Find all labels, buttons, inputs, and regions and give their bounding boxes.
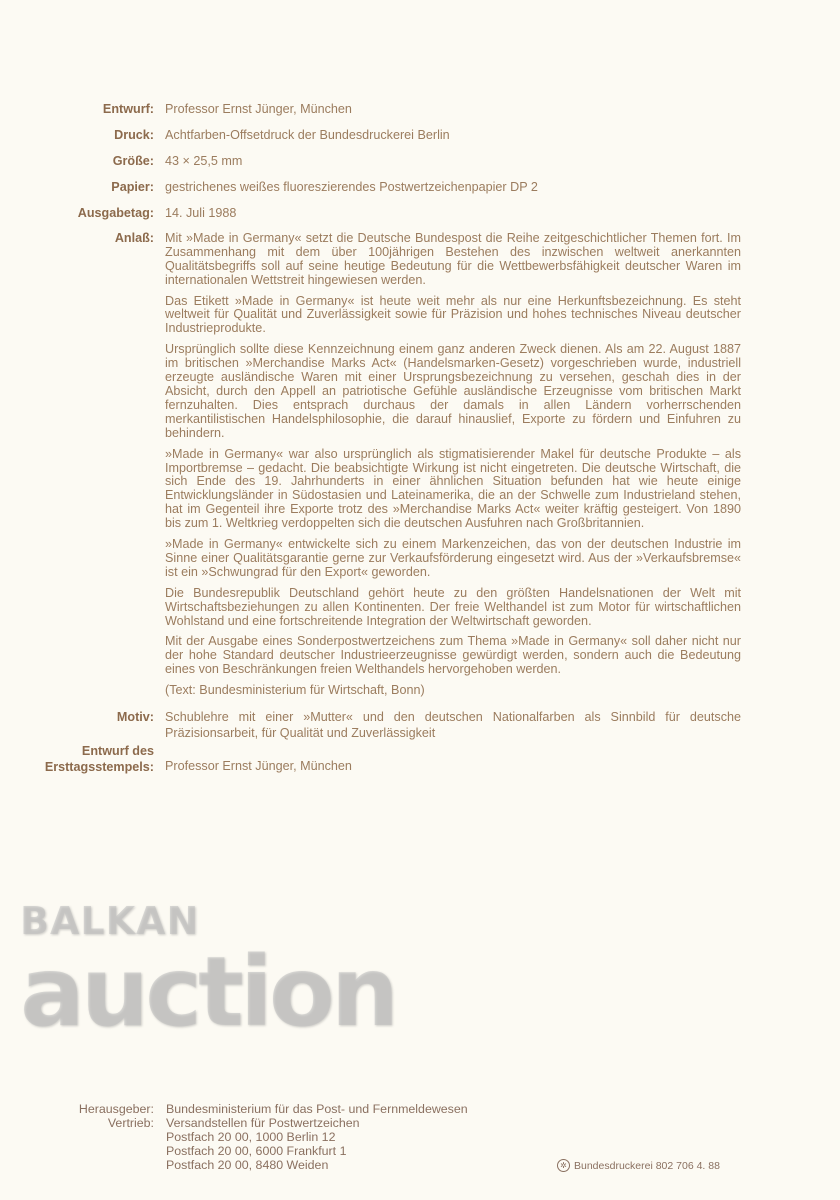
herausgeber-value: Bundesministerium für das Post- und Fernmeldewesen (166, 1102, 468, 1116)
field-label: Druck: (114, 127, 154, 142)
printer-imprint (557, 1159, 720, 1172)
paragraph: (Text: Bundesministerium für Wirtschaft, Bonn) (165, 683, 425, 698)
vertrieb-line: Postfach 20 00, 8480 Weiden (166, 1158, 329, 1172)
field-motiv (0, 710, 840, 741)
field-value: Professor Ernst Jünger, München (165, 759, 352, 774)
field-papier (0, 180, 840, 196)
vertrieb-line: Postfach 20 00, 1000 Berlin 12 (166, 1130, 336, 1144)
field-label: Anlaß: (114, 230, 154, 245)
imprint-text: Bundesdruckerei 802 706 4. 88 (574, 1159, 720, 1172)
watermark (20, 900, 440, 1050)
paragraph: Die Bundesrepublik Deutschland gehört heute zu den größten Handelsnationen der Welt mit Wirtschaftsbeziehungen zu allen Kontinenten. Der freie Welthandel ist zum Motor für wirtschaftlichen Wohlstand und eine fortschreitende Integration der Weltwirtschaft geworden. (165, 585, 741, 628)
field-value: 14. Juli 1988 (165, 205, 237, 220)
field-label: Entwurf: (102, 102, 154, 116)
field-druck (0, 128, 840, 144)
watermark-line2: auction (20, 936, 396, 1048)
anlass-text (165, 232, 741, 698)
field-ausgabetag (0, 206, 840, 222)
paragraph: Mit der Ausgabe eines Sonderpostwertzeichens zum Thema »Made in Germany« soll daher nicht nur der hohe Standard deutscher Industrieerzeugnisse gewürdigt werden, sondern auch die Bedeutung eines von Beschränkungen freien Welthandels hervorgehoben werden. (165, 634, 741, 677)
bundesdruckerei-logo-icon: ✲ (557, 1159, 570, 1172)
field-label: Ausgabetag: (77, 205, 154, 220)
field-value: gestrichenes weißes fluoreszierendes Postwertzeichenpapier DP 2 (165, 179, 538, 194)
field-value: Achtfarben-Offsetdruck der Bundesdruckerei Berlin (165, 127, 450, 142)
field-label: Papier: (111, 179, 154, 194)
field-value: 43 × 25,5 mm (165, 153, 243, 168)
watermark-line1: BALKAN (20, 899, 200, 943)
field-anlass (0, 232, 840, 698)
paragraph: »Made in Germany« war also ursprünglich als stigmatisierender Makel für deutsche Produkte – als Importbremse – gedacht. Die beabsichtigte Wirkung ist nicht eingetreten. Die deutsche Wirtschaft, die sich Ende des 19. Jahrhunderts in einer ähnlichen Situation befunden hat wie heute einige Entwicklungsländer in Südostasien und Lateinamerika, die an der Schwelle zum Industrieland stehen, hat im Gegenteil ihre Exporte trotz des »Merchandise Marks Act« weiter kräftig gesteigert. Von 1890 bis zum 1. Weltkrieg verdoppelten sich die deutschen Ausfuhren nach Großbritannien. (165, 446, 741, 531)
label-line: Ersttagsstempels: (44, 760, 154, 775)
label-line: Entwurf des (81, 744, 154, 759)
field-label: Größe: (112, 153, 154, 168)
stamp-details (0, 102, 840, 786)
paragraph: »Made in Germany« entwickelte sich zu einem Markenzeichen, das von der deutschen Industrie im Sinne einer Qualitätsgarantie gerne zur Verkaufsförderung eingesetzt wird. Aus der »Verkaufsbremse« ist ein »Schwungrad für den Export« geworden. (165, 537, 741, 579)
vertrieb-line: Postfach 20 00, 6000 Frankfurt 1 (166, 1144, 347, 1158)
field-entwurf (0, 102, 840, 118)
field-groesse (0, 154, 840, 170)
vertrieb-label: Vertrieb: (107, 1116, 154, 1130)
field-value: Schublehre mit einer »Mutter« und den deutschen Nationalfarben als Sinnbild für deutsche Präzisionsarbeit, für Qualität und Zuverlässigkeit (165, 710, 741, 740)
field-ersttagsstempel (0, 743, 840, 775)
paragraph: Ursprünglich sollte diese Kennzeichnung einem ganz anderen Zweck dienen. Als am 22. August 1887 im britischen »Merchandise Marks Act« (Handelsmarken-Gesetz) vorgeschrieben wurde, industriell erzeugte ausländische Waren mit einer Ursprungsbezeichnung zu versehen, geschah dies in der Absicht, durch den Appell an patriotische Gefühle ausländische Erzeugnisse vom britischen Markt fernzuhalten. Dies entsprach durchaus der damals in allen Ländern vorherrschenden merkantilistischen Handelsphilosophie, die darauf hinauslief, Exporte zu fördern und Einfuhren zu behindern. (165, 342, 741, 440)
paragraph: Mit »Made in Germany« setzt die Deutsche Bundespost die Reihe zeitgeschichtlicher Themen fort. Im Zusammenhang mit dem über 100jährigen Bestehen des inzwischen weltweit anerkannten Qualitätsbegriffs soll auf seine heutige Bedeutung für die Wettbewerbsfähigkeit deutscher Waren im internationalen Wettstreit hingewiesen werden. (165, 230, 741, 287)
field-value: Professor Ernst Jünger, München (165, 102, 352, 116)
vertrieb-line: Versandstellen für Postwertzeichen (166, 1116, 360, 1130)
field-label: Motiv: (116, 710, 154, 725)
field-label (0, 743, 154, 775)
herausgeber-label: Herausgeber: (78, 1102, 154, 1116)
paragraph: Das Etikett »Made in Germany« ist heute weit mehr als nur eine Herkunftsbezeichnung. Es steht weltweit für Qualität und Zuverlässigkeit sowie für Präzision und hohes technisches Niveau deutscher Industrieprodukte. (165, 293, 741, 336)
